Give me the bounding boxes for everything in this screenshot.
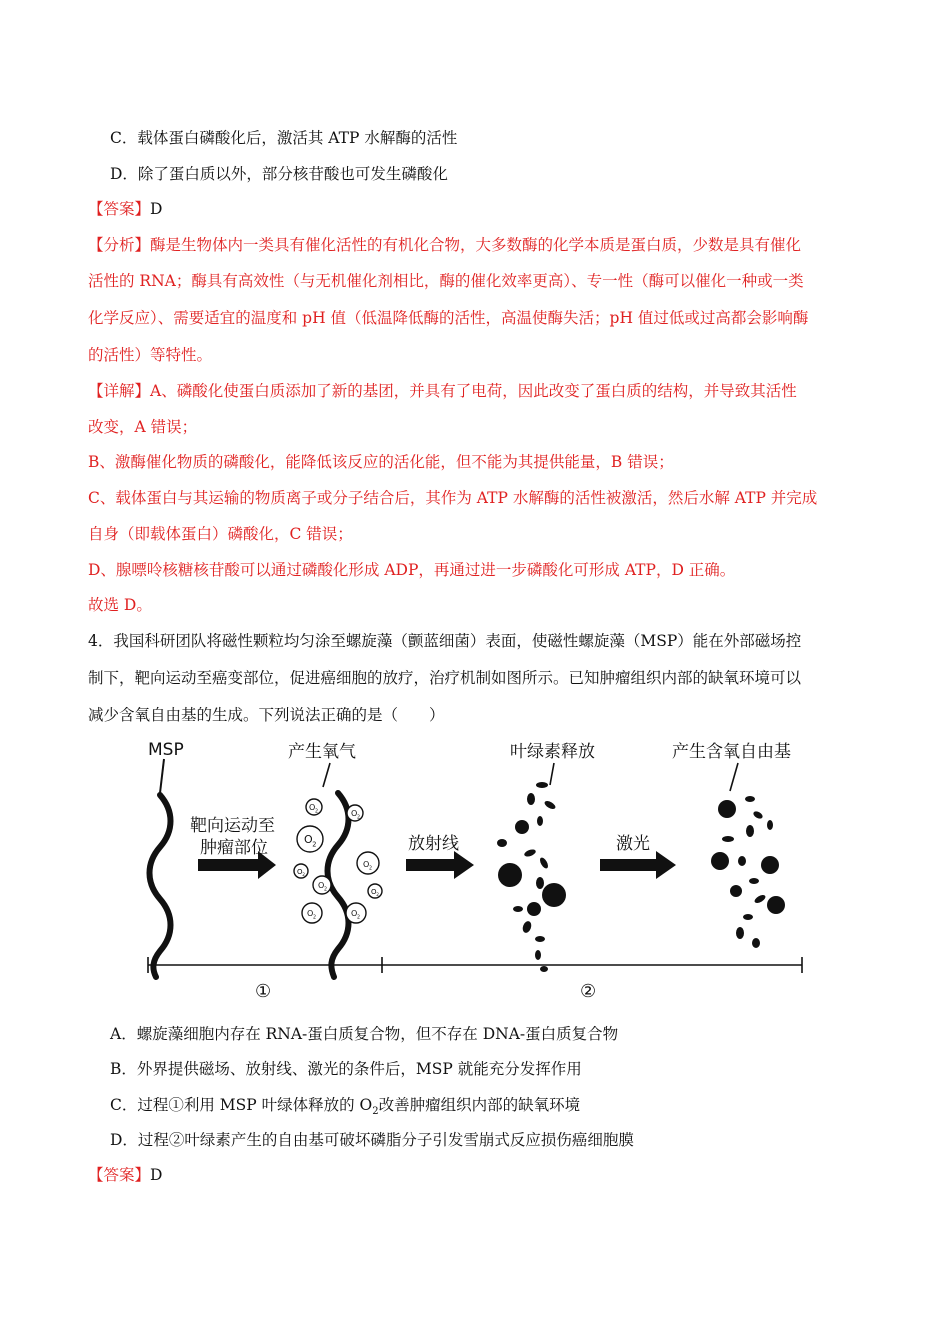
o2-subscript: 2 xyxy=(324,887,328,893)
svg-text:O: O xyxy=(304,833,313,846)
oxygen-pointer xyxy=(323,763,330,787)
o2-subscript: 2 xyxy=(376,892,379,898)
detail-line: 改变，A 错误； xyxy=(88,418,198,436)
answer-tag: 【答案】 xyxy=(88,1166,151,1184)
question-4-stem: 制下，靶向运动至癌变部位，促进癌细胞的放疗，治疗机制如图所示。已知肿瘤组织内部的缺氧环境可以 xyxy=(88,669,802,687)
detail-line: 【详解】A、磷酸化使蛋白质添加了新的基团，并具有了电荷，因此改变了蛋白质的结构，并导致其活性 xyxy=(88,382,797,400)
arrow1-label-line1: 靶向运动至 xyxy=(190,816,275,836)
radical-pointer xyxy=(730,763,738,791)
o2-subscript: 2 xyxy=(302,872,305,878)
chlorophyll-label: 叶绿素释放 xyxy=(510,742,595,762)
o2-subscript: 2 xyxy=(357,815,361,821)
analysis-line: 化学反应）、需要适宜的温度和 pH 值（低温降低酶的活性，高温使酶失活；pH 值过低或过高都会影响酶 xyxy=(88,309,809,327)
msp-label: MSP xyxy=(148,740,184,760)
option-d-prev: D．除了蛋白质以外，部分核苷酸也可发生磷酸化 xyxy=(110,165,448,183)
arrow3-label: 激光 xyxy=(616,834,650,854)
answer-tag: 【答案】 xyxy=(88,200,151,218)
arrow2-label: 放射线 xyxy=(408,834,459,854)
analysis-line: 的活性）等特性。 xyxy=(88,346,213,364)
chlorophyll-fragments xyxy=(497,782,566,972)
svg-text:O: O xyxy=(309,803,316,812)
question-4-stem: 4．我国科研团队将磁性颗粒均匀涂至螺旋藻（颤蓝细菌）表面，使磁性螺旋藻（MSP）能在外部磁场控 xyxy=(88,632,802,650)
answer-value: D xyxy=(150,200,163,218)
msp-mechanism-figure xyxy=(130,733,820,1008)
answer-value: D xyxy=(150,1166,163,1184)
detail-line: B、激酶催化物质的磷酸化，能降低该反应的活化能，但不能为其提供能量，B 错误； xyxy=(88,453,674,471)
svg-text:O: O xyxy=(318,881,325,890)
o2-subscript: 2 xyxy=(315,809,319,815)
process-bracket xyxy=(148,957,802,973)
detail-line: C、载体蛋白与其运输的物质离子或分子结合后，其作为 ATP 水解酶的活性被激活，然后水解 ATP 并完成 xyxy=(88,489,818,507)
svg-text:O: O xyxy=(371,888,377,896)
option-c: C．过程①利用 MSP 叶绿体释放的 $O_2$改善肿瘤组织内部的缺氧环境 xyxy=(110,1096,581,1118)
arrow2 xyxy=(406,851,474,879)
analysis-line: 活性的 RNA；酶具有高效性（与无机催化剂相比，酶的催化效率更高）、专一性（酶可以催化一种或一类 xyxy=(88,272,804,290)
detail-line: D、腺嘌呤核糖核苷酸可以通过磷酸化形成 ADP，再通过进一步磷酸化可形成 ATP，D 正确。 xyxy=(88,561,736,579)
msp-pointer xyxy=(160,759,164,793)
radical-fragments xyxy=(711,796,785,948)
msp-spiral xyxy=(150,795,171,977)
arrow1-label-line2: 肿瘤部位 xyxy=(200,838,268,858)
svg-text:O: O xyxy=(307,909,314,918)
o2-subscript: 2 xyxy=(313,915,317,921)
detail-line: 自身（即载体蛋白）磷酸化，C 错误； xyxy=(88,525,353,543)
option-b: B．外界提供磁场、放射线、激光的条件后，MSP 就能充分发挥作用 xyxy=(110,1060,582,1078)
detail-line: 故选 D。 xyxy=(88,596,152,614)
svg-text:O: O xyxy=(351,909,358,918)
answer-q3 xyxy=(88,199,162,219)
oxygen-label: 产生氧气 xyxy=(288,742,356,762)
radical-label: 产生含氧自由基 xyxy=(672,742,791,762)
option-a: A．螺旋藻细胞内存在 RNA-蛋白质复合物，但不存在 DNA-蛋白质复合物 xyxy=(110,1025,619,1043)
analysis-line: 【分析】酶是生物体内一类具有催化活性的有机化合物，大多数酶的化学本质是蛋白质，少数是具有催化 xyxy=(88,236,802,254)
step1-label: ① xyxy=(255,981,272,1002)
o2-subscript: 2 xyxy=(369,866,373,872)
svg-text:O: O xyxy=(297,868,303,876)
answer-q4 xyxy=(88,1165,162,1185)
o2-subscript: 2 xyxy=(357,915,361,921)
svg-text:O: O xyxy=(363,860,370,869)
svg-text:O: O xyxy=(351,809,358,818)
o2-subscript: 2 xyxy=(312,840,317,849)
chlorophyll-pointer xyxy=(550,763,554,785)
option-d: D．过程②叶绿素产生的自由基可破坏磷脂分子引发雪崩式反应损伤癌细胞膜 xyxy=(110,1131,634,1149)
option-c-prev: C．载体蛋白磷酸化后，激活其 ATP 水解酶的活性 xyxy=(110,129,458,147)
step2-label: ② xyxy=(580,981,597,1002)
arrow3 xyxy=(600,851,676,879)
question-4-stem: 减少含氧自由基的生成。下列说法正确的是（ ） xyxy=(88,706,445,724)
